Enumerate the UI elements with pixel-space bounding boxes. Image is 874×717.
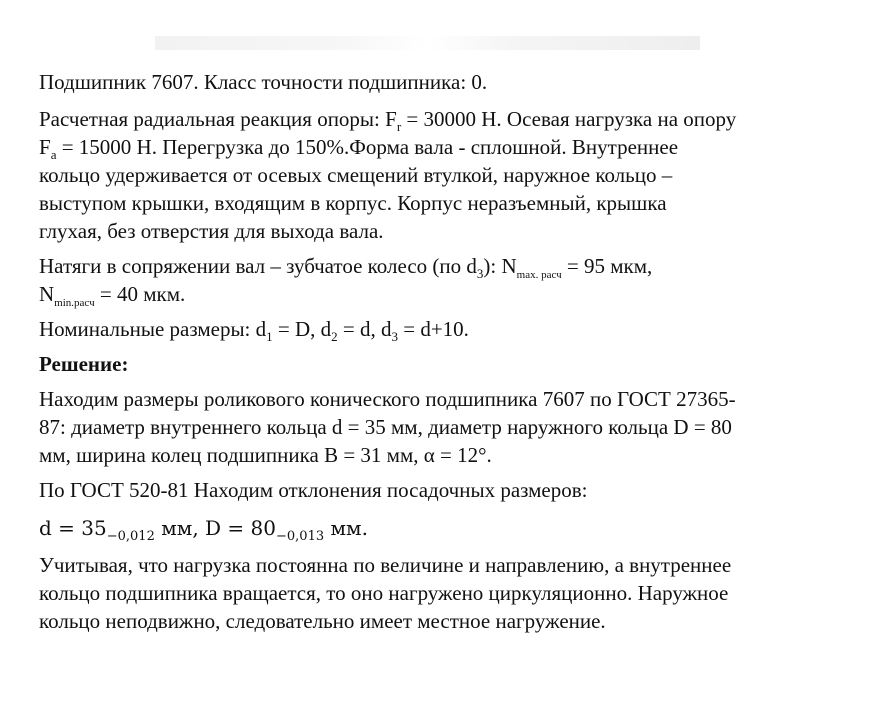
document-body <box>39 68 844 642</box>
text-run: = 15000 Н. Перегрузка до 150%.Форма вала - сплошной. Внутреннее <box>56 135 679 159</box>
subscript: r <box>396 119 402 134</box>
text-run: мм. <box>324 516 368 540</box>
paragraph-loads <box>39 105 844 245</box>
line: Учитывая, что нагрузка постоянна по величине и направлению, а внутреннее <box>39 553 732 577</box>
paragraph-bearing-sizes <box>39 385 844 469</box>
text-run: мм, D = 80 <box>154 516 276 540</box>
text-run: = d+10. <box>398 317 469 341</box>
text-run: = d, d <box>337 317 392 341</box>
paragraph-bearing-class: Подшипник 7607. Класс точности подшипника: 0. <box>39 70 488 94</box>
subscript: 3 <box>476 266 484 281</box>
line: глухая, без отверстия для выхода вала. <box>39 219 384 243</box>
text-run: N <box>39 282 55 306</box>
line <box>39 280 844 308</box>
subscript: 1 <box>266 329 273 344</box>
subscript: −0,013 <box>276 529 325 544</box>
subscript: max. расч <box>516 269 562 281</box>
line <box>39 133 844 161</box>
paragraph-loading-conclusion <box>39 551 844 635</box>
line: выступом крышки, входящим в корпус. Корпус неразъемный, крышка <box>39 191 667 215</box>
paragraph-gost-deviations: По ГОСТ 520-81 Находим отклонения посадочных размеров: <box>39 478 588 502</box>
text-run: Натяги в сопряжении вал – зубчатое колесо (по d <box>39 254 477 278</box>
line: Находим размеры роликового конического подшипника 7607 по ГОСТ 27365- <box>39 387 736 411</box>
paragraph-nominal-sizes <box>39 315 844 343</box>
deviation-formula <box>39 511 844 545</box>
text-run: = 95 мкм, <box>561 254 653 278</box>
text-run: Расчетная радиальная реакция опоры: F <box>39 107 397 131</box>
line: кольцо неподвижно, следовательно имеет местное нагружение. <box>39 609 606 633</box>
line: 87: диаметр внутреннего кольца d = 35 мм, диаметр наружного кольца D = 80 <box>39 415 732 439</box>
line: кольцо удерживается от осевых смещений втулкой, наружное кольцо – <box>39 163 673 187</box>
text-run: F <box>39 135 51 159</box>
solution-heading: Решение: <box>39 352 129 376</box>
text-run: = 30000 Н. Осевая нагрузка на опору <box>401 107 737 131</box>
line <box>39 252 844 280</box>
subscript: 3 <box>391 329 398 344</box>
line <box>39 105 844 133</box>
text-run: d = 35 <box>39 516 107 540</box>
subscript: a <box>50 147 57 162</box>
subscript: 2 <box>331 329 338 344</box>
text-run: ): N <box>483 254 517 278</box>
text-run: Номинальные размеры: d <box>39 317 267 341</box>
subscript: −0,012 <box>106 529 155 544</box>
top-crop-strip <box>155 36 700 50</box>
line: кольцо подшипника вращается, то оно нагружено циркуляционно. Наружное <box>39 581 729 605</box>
text-run: = D, d <box>272 317 332 341</box>
subscript: min.расч <box>54 297 95 309</box>
paragraph-interference <box>39 252 844 308</box>
line: мм, ширина колец подшипника B = 31 мм, α = 12°. <box>39 443 492 467</box>
text-run: = 40 мкм. <box>94 282 186 306</box>
